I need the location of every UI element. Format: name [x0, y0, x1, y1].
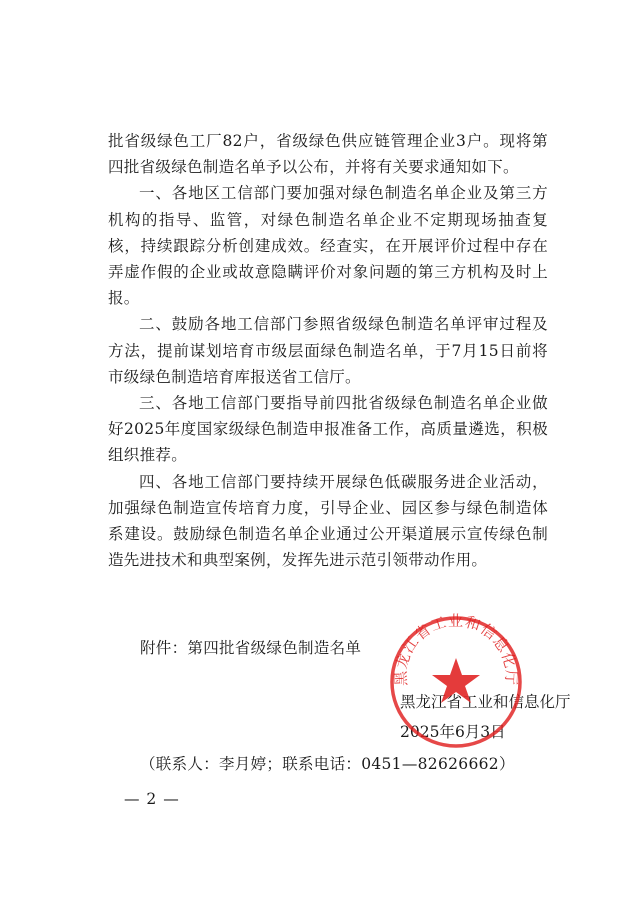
issuer-name: 黑龙江省工业和信息化厅: [400, 693, 571, 711]
paragraph-item-4: 四、各地工信部门要持续开展绿色低碳服务进企业活动，加强绿色制造宣传培育力度，引导企业、园区参与绿色制造体系建设。鼓励绿色制造名单企业通过公开渠道展示宣传绿色制造先进技术和典型案例，发挥先进示范引领带动作用。: [108, 472, 548, 570]
seal-star-icon: [432, 658, 480, 703]
document-body: [108, 128, 548, 573]
paragraph-item-1: 一、各地区工信部门要加强对绿色制造名单企业及第三方机构的指导、监管，对绿色制造名单企业不定期现场抽查复核，持续跟踪分析创建成效。经查实，在开展评价过程中存在弄虚作假的企业或故意隐瞒评价对象问题的第三方机构及时上报。: [108, 184, 548, 308]
page-number: — 2 —: [124, 790, 180, 808]
paragraph-item-2: 二、鼓励各地工信部门参照省级绿色制造名单评审过程及方法，提前谋划培育市级层面绿色制造名单，于7月15日前将市级绿色制造培育库报送省工信厅。: [108, 315, 548, 386]
paragraph-intro: 批省级绿色工厂82户，省级绿色供应链管理企业3户。现将第四批省级绿色制造名单予以公布，并将有关要求通知如下。: [108, 132, 548, 177]
seal-text: 黑龙江省工业和信息化厅: [391, 612, 521, 687]
official-seal-icon: [386, 612, 526, 752]
paragraph-item-3: 三、各地工信部门要指导前四批省级绿色制造名单企业做好2025年度国家级绿色制造申报准备工作，高质量遴选，积极组织推荐。: [108, 394, 548, 465]
issue-date: 2025年6月3日: [400, 723, 506, 741]
attachment-line: 附件：第四批省级绿色制造名单: [140, 639, 362, 657]
contact-line: （联系人：李月婷；联系电话：0451—82626662）: [140, 755, 515, 773]
